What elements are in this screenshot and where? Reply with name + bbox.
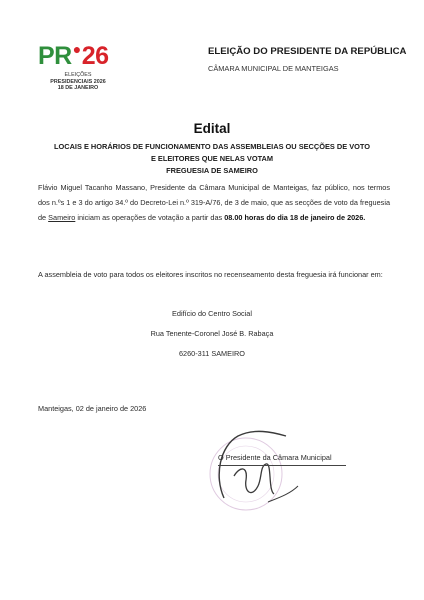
document-header bbox=[208, 46, 408, 73]
announcement-text-1: Flávio Miguel Tacanho Massano, Presidente da Câmara Municipal de Manteigas, faz público, nos termos dos n.ºs 1 e 3 do artigo 34.º do Decreto-Lei n.º 319-A/76, de 3 de maio, que as secções de voto da freguesia de bbox=[38, 183, 390, 222]
polling-place-postcode: 6260-311 SAMEIRO bbox=[179, 349, 245, 358]
election-title: ELEIÇÃO DO PRESIDENTE DA REPÚBLICA bbox=[208, 46, 407, 57]
subtitle-line-1: LOCAIS E HORÁRIOS DE FUNCIONAMENTO DAS ASSEMBLEIAS OU SECÇÕES DE VOTO bbox=[53, 142, 371, 151]
polling-place-building: Edifício do Centro Social bbox=[172, 309, 252, 318]
subtitle-line-2: E ELEITORES QUE NELAS VOTAM bbox=[150, 154, 274, 163]
polling-place-street: Rua Tenente-Coronel José B. Rabaça bbox=[150, 329, 274, 338]
logo-dot: ● bbox=[72, 41, 81, 57]
voting-start-time: 08.00 horas do dia 18 de janeiro de 2026. bbox=[224, 213, 366, 222]
logo-mark-pr: PR bbox=[38, 42, 72, 70]
parish-name: Sameiro bbox=[48, 213, 76, 222]
location-paragraph: A assembleia de voto para todos os eleitores inscritos no recenseamento desta freguesia irá funcionar em: bbox=[38, 270, 383, 279]
logo-caption-line3: 18 DE JANEIRO bbox=[57, 85, 99, 92]
document-date: Manteigas, 02 de janeiro de 2026 bbox=[38, 404, 147, 413]
seal-stamp-signature bbox=[194, 406, 314, 526]
logo-mark bbox=[38, 41, 109, 70]
page-title: Edital bbox=[193, 121, 231, 136]
municipality-name: CÂMARA MUNICIPAL DE MANTEIGAS bbox=[208, 64, 339, 73]
logo-mark-26: 26 bbox=[81, 42, 109, 70]
announcement-paragraph bbox=[38, 180, 390, 225]
logo-caption bbox=[36, 72, 120, 92]
logo-caption-line1: ELEIÇÕES bbox=[64, 72, 92, 78]
document-subtitle bbox=[0, 141, 424, 177]
subtitle-line-3: FREGUESIA DE SAMEIRO bbox=[166, 166, 258, 175]
election-logo bbox=[36, 41, 126, 104]
signature-line bbox=[218, 465, 346, 466]
logo-caption-line2: PRESIDENCIAIS 2026 bbox=[50, 78, 106, 85]
announcement-text-2: iniciam as operações de votação a partir das bbox=[75, 213, 225, 222]
signatory-title: O Presidente da Câmara Municipal bbox=[218, 453, 332, 462]
